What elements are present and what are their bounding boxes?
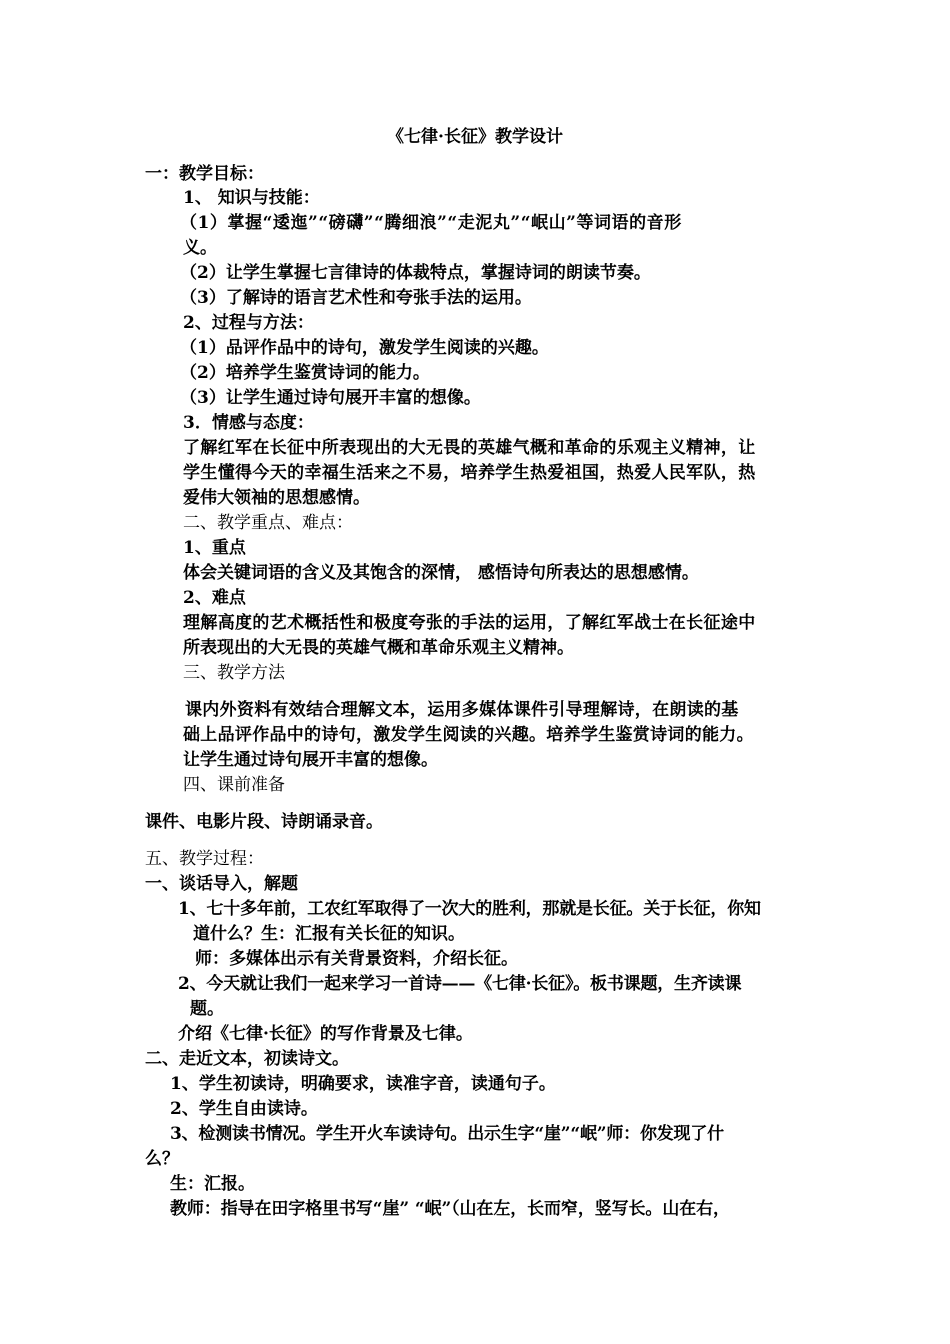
section-heading: 三、教学方法 [183,663,285,683]
text-line: 一：教学目标： [145,164,264,184]
text-line: 课内外资料有效结合理解文本，运用多媒体课件引导理解诗，在朗读的基 [185,700,739,720]
text-line: 师：多媒体出示有关背景资料，介绍长征。 [195,949,518,969]
section-heading: 二、走近文本，初读诗文。 [145,1049,349,1069]
text-line: 2、今天就让我们一起来学习一首诗——《七律·长征》。板书课题，生齐读课 [178,974,742,994]
text-line: 2、学生自由读诗。 [170,1099,318,1119]
text-line: （1）品评作品中的诗句，激发学生阅读的兴趣。 [180,338,549,358]
section-heading: 二、教学重点、难点： [183,513,353,533]
document-title: 《七律·长征》教学设计 [387,127,563,147]
text-line: 爱伟大领袖的思想感情。 [183,488,370,508]
text-line: （3）了解诗的语言艺术性和夸张手法的运用。 [180,288,532,308]
text-line: 1、重点 [183,538,246,558]
text-line: 2、难点 [183,588,246,608]
text-line: 课件、电影片段、诗朗诵录音。 [145,812,383,832]
text-line: （2）培养学生鉴赏诗词的能力。 [180,363,430,383]
text-line: 道什么？生：汇报有关长征的知识。 [193,924,465,944]
text-line: 1、学生初读诗，明确要求，读准字音，读通句子。 [170,1074,556,1094]
text-line: 学生懂得今天的幸福生活来之不易，培养学生热爱祖国，热爱人民军队，热 [183,463,756,483]
text-line: 理解高度的艺术概括性和极度夸张的手法的运用，了解红军战士在长征途中 [183,613,756,633]
text-line: 生：汇报。 [170,1174,255,1194]
text-line: 么？ [145,1149,179,1169]
text-line: 础上品评作品中的诗句，激发学生阅读的兴趣。培养学生鉴赏诗词的能力。 [183,725,754,745]
text-line: （3）让学生通过诗句展开丰富的想像。 [180,388,481,408]
text-line: （1）掌握“逶迤”“磅礴”“腾细浪”“走泥丸”“岷山”等词语的音形 [180,213,682,233]
text-line: 2、过程与方法： [183,313,314,333]
text-line: 教师：指导在田字格里书写“崖” “岷”（山在左，长而窄，竖写长。山在右， [170,1199,730,1219]
text-line: 题。 [190,999,224,1019]
text-line: 义。 [183,238,217,258]
text-line: 所表现出的大无畏的英雄气概和革命乐观主义精神。 [183,638,574,658]
text-line: 1、七十多年前，工农红军取得了一次大的胜利，那就是长征。关于长征，你知 [178,899,761,919]
text-line: 3．情感与态度： [183,413,314,433]
text-line: 1、 知识与技能： [183,188,320,208]
text-line: 体会关键词语的含义及其饱含的深情， 感悟诗句所表达的思想感情。 [183,563,699,583]
section-heading: 四、课前准备 [183,775,285,795]
text-line: 一、谈话导入，解题 [145,874,298,894]
text-line: 3、检测读书情况。学生开火车读诗句。出示生字“崖”“岷”师：你发现了什 [170,1124,724,1144]
text-line: （2）让学生掌握七言律诗的体裁特点，掌握诗词的朗读节奏。 [180,263,651,283]
text-line: 了解红军在长征中所表现出的大无畏的英雄气概和革命的乐观主义精神，让 [183,438,756,458]
section-heading: 五、教学过程： [145,849,264,869]
text-line: 介绍《七律·长征》的写作背景及七律。 [178,1024,473,1044]
text-line: 让学生通过诗句展开丰富的想像。 [183,750,438,770]
